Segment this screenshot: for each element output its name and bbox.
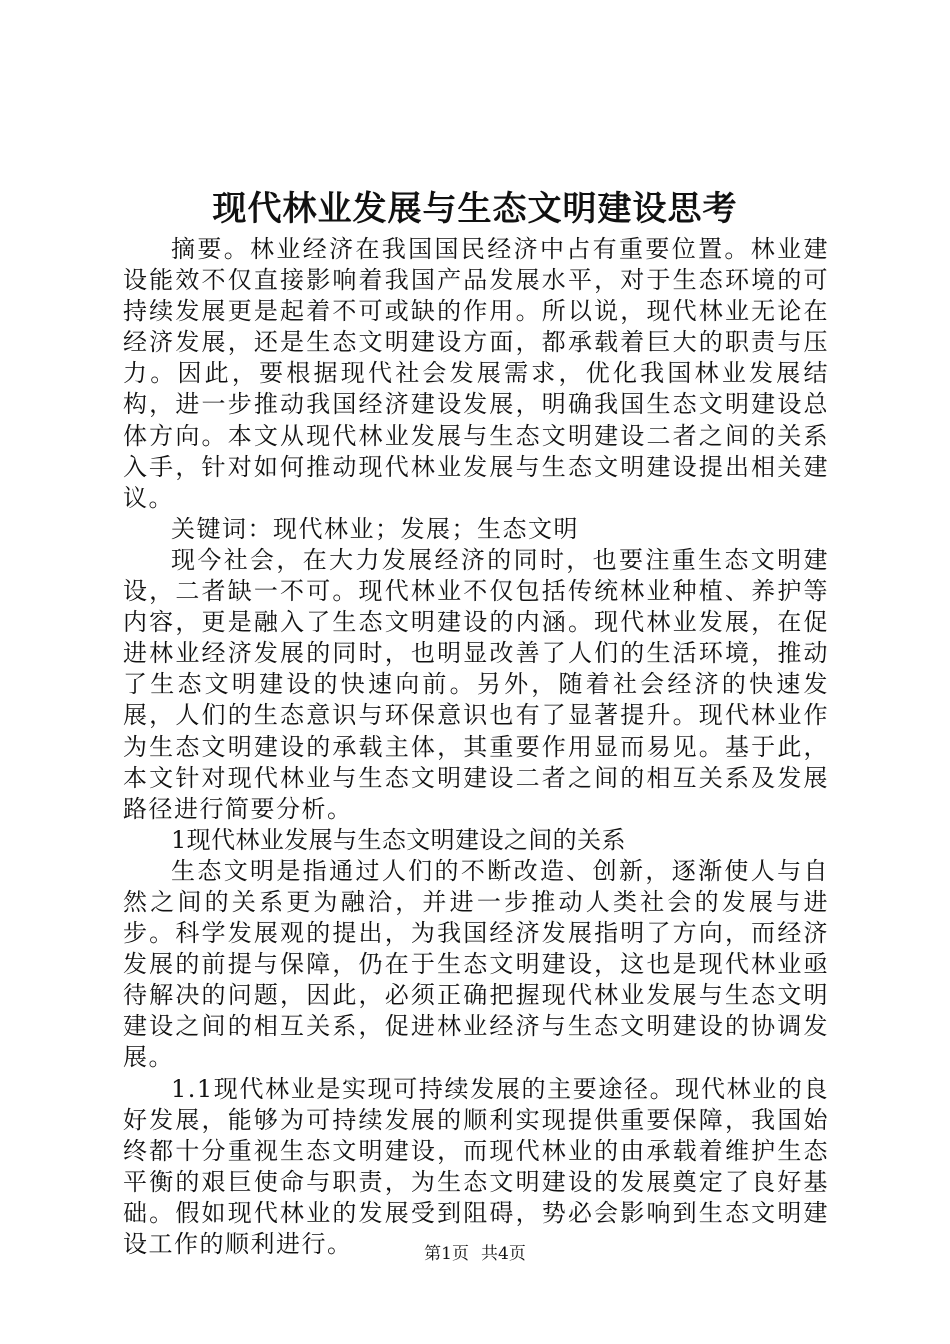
page-total: 共4页: [481, 1244, 526, 1264]
subsection-paragraph: 1.1现代林业是实现可持续发展的主要途径。现代林业的良好发展，能够为可持续发展的顺利实现提供重要保障，我国始终都十分重视生态文明建设，而现代林业的由承载着维护生态平衡的艰巨使命与职责，为生态文明建设的发展奠定了良好基础。假如现代林业的发展受到阻碍，势必会影响到生态文明建设工作的顺利进行。: [123, 1074, 829, 1258]
document-body: [123, 234, 829, 1260]
page-footer: [0, 1242, 950, 1266]
section-paragraph: 生态文明是指通过人们的不断改造、创新，逐渐使人与自然之间的关系更为融洽，并进一步推动人类社会的发展与进步。科学发展观的提出，为我国经济发展指明了方向，而经济发展的前提与保障，仍在于生态文明建设，这也是现代林业亟待解决的问题，因此，必须正确把握现代林业发展与生态文明建设之间的相互关系，促进林业经济与生态文明建设的协调发展。: [123, 856, 829, 1072]
page-number: 第1页: [424, 1244, 469, 1264]
section-heading: 1现代林业发展与生态文明建设之间的关系: [171, 825, 626, 854]
intro-paragraph: 现今社会，在大力发展经济的同时，也要注重生态文明建设，二者缺一不可。现代林业不仅包括传统林业种植、养护等内容，更是融入了生态文明建设的内涵。现代林业发展，在促进林业经济发展的同时，也明显改善了人们的生活环境，推动了生态文明建设的快速向前。另外，随着社会经济的快速发展，人们的生态意识与环保意识也有了显著提升。现代林业作为生态文明建设的承载主体，其重要作用显而易见。基于此，本文针对现代林业与生态文明建设二者之间的相互关系及发展路径进行简要分析。: [123, 545, 829, 823]
keywords-paragraph: 关键词：现代林业；发展；生态文明: [171, 514, 579, 543]
document-title: 现代林业发展与生态文明建设思考: [212, 189, 738, 229]
abstract-paragraph: 摘要。林业经济在我国国民经济中占有重要位置。林业建设能效不仅直接影响着我国产品发展水平，对于生态环境的可持续发展更是起着不可或缺的作用。所以说，现代林业无论在经济发展，还是生态文明建设方面，都承载着巨大的职责与压力。因此，要根据现代社会发展需求，优化我国林业发展结构，进一步推动我国经济建设发展，明确我国生态文明建设总体方向。本文从现代林业发展与生态文明建设二者之间的关系入手，针对如何推动现代林业发展与生态文明建设提出相关建议。: [123, 235, 829, 512]
